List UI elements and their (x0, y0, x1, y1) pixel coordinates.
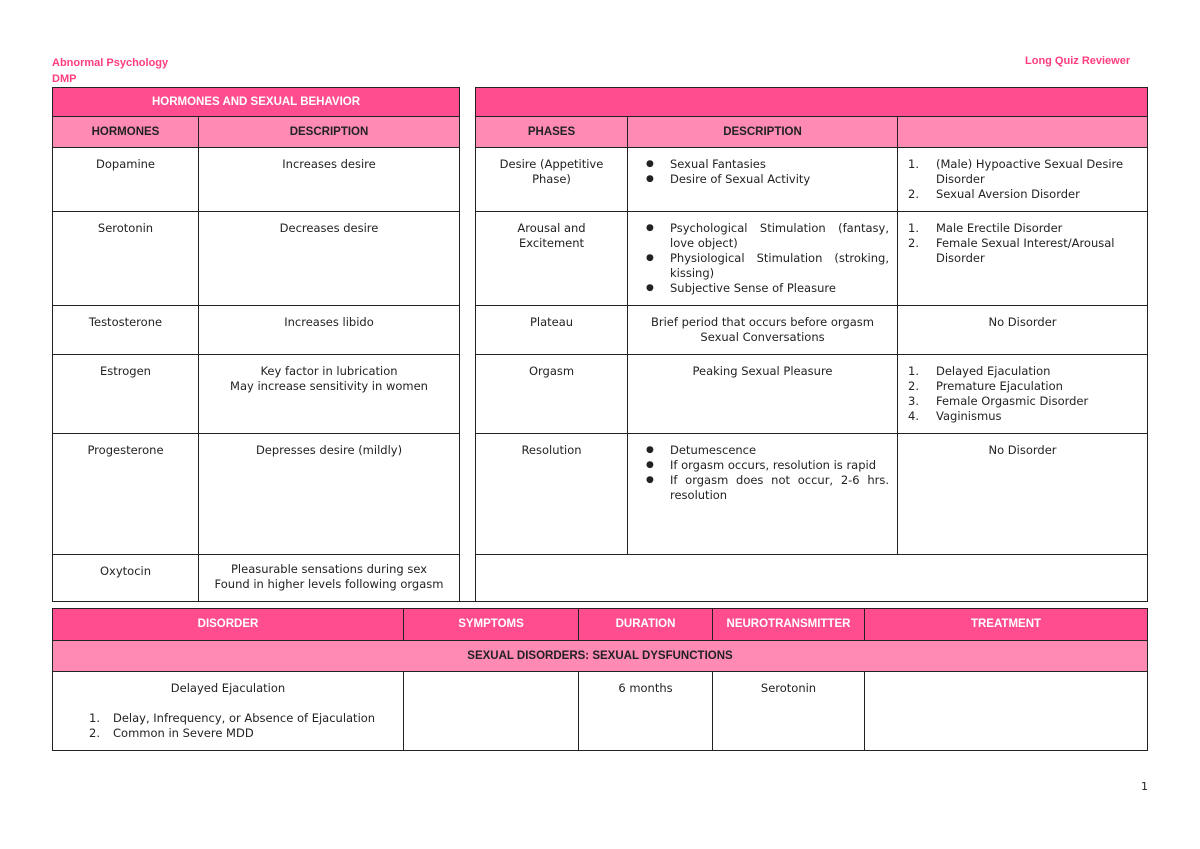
treatment-cell (865, 672, 1148, 751)
table-gap (460, 88, 476, 117)
bullet-item: ● If orgasm does not occur, 2-6 hrs. resolution (636, 473, 889, 503)
bullet-item: ● Sexual Fantasies (636, 157, 889, 172)
disorder-name: Delayed Ejaculation (170, 681, 286, 695)
bullet-item: ● Psychological Stimulation (fantasy, love object) (636, 221, 889, 251)
hormones-table-title: HORMONES AND SEXUAL BEHAVIOR (53, 88, 460, 117)
document-title: Long Quiz Reviewer (1025, 55, 1131, 67)
phase-disorders (898, 148, 1148, 212)
bullet-item: ● Detumescence (636, 443, 889, 458)
col-header-disorders (898, 117, 1148, 148)
list-item: 4. Vaginismus (908, 409, 1002, 423)
list-item: 1. Delayed Ejaculation (908, 364, 1051, 378)
symptoms-cell (404, 672, 579, 751)
phase-name: Resolution (476, 434, 628, 555)
hormone-name: Progesterone (53, 434, 199, 555)
page-number: 1 (1141, 780, 1148, 793)
no-disorder-label: No Disorder (898, 434, 1148, 555)
hormone-name: Dopamine (53, 148, 199, 212)
col-header-hormone-description: DESCRIPTION (199, 117, 460, 148)
phase-description (628, 434, 898, 555)
phase-description: Brief period that occurs before orgasm Sexual Conversations (628, 306, 898, 355)
section-title: SEXUAL DISORDERS: SEXUAL DYSFUNCTIONS (53, 641, 1148, 672)
phase-description: Peaking Sexual Pleasure (628, 355, 898, 434)
col-header-disorder: DISORDER (53, 609, 404, 641)
hormone-description: Key factor in lubrication May increase sensitivity in women (199, 355, 460, 434)
phase-name: Plateau (476, 306, 628, 355)
col-header-hormones: HORMONES (53, 117, 199, 148)
list-item: 1. (Male) Hypoactive Sexual Desire Disorder (908, 157, 1124, 186)
phase-description (628, 148, 898, 212)
hormone-description: Depresses desire (mildly) (199, 434, 460, 555)
list-item: 1. Male Erectile Disorder (908, 221, 1063, 235)
hormone-description: Pleasurable sensations during sex Found in higher levels following orgasm (199, 555, 460, 602)
list-item: 3. Female Orgasmic Disorder (908, 394, 1089, 408)
header-left (52, 55, 168, 87)
bullet-item: ● Physiological Stimulation (stroking, kissing) (636, 251, 889, 281)
hormone-description: Decreases desire (199, 212, 460, 306)
phase-name: Orgasm (476, 355, 628, 434)
course-title: Abnormal Psychology (52, 57, 169, 69)
col-header-symptoms: SYMPTOMS (404, 609, 579, 641)
bullet-item: ● Desire of Sexual Activity (636, 172, 889, 187)
hormone-name: Oxytocin (53, 555, 199, 602)
col-header-phase-description: DESCRIPTION (628, 117, 898, 148)
list-item: 2. Female Sexual Interest/Arousal Disorder (908, 236, 1115, 265)
list-item: 2. Premature Ejaculation (908, 379, 1063, 393)
col-header-treatment: TREATMENT (865, 609, 1148, 641)
hormone-name: Serotonin (53, 212, 199, 306)
hormone-description: Increases libido (199, 306, 460, 355)
list-item: 2. Common in Severe MDD (89, 726, 254, 740)
author-initials: DMP (52, 73, 77, 85)
disorder-table (52, 608, 1148, 751)
phase-name: Desire (Appetitive Phase) (476, 148, 628, 212)
phase-disorders (898, 355, 1148, 434)
disorder-cell (53, 672, 404, 751)
empty-cell (476, 555, 1148, 602)
phase-disorders (898, 212, 1148, 306)
col-header-duration: DURATION (579, 609, 713, 641)
hormones-phases-table (52, 87, 1148, 602)
neurotransmitter-cell: Serotonin (713, 672, 865, 751)
duration-cell: 6 months (579, 672, 713, 751)
phase-name: Arousal and Excitement (476, 212, 628, 306)
bullet-item: ● If orgasm occurs, resolution is rapid (636, 458, 889, 473)
bullet-item: ● Subjective Sense of Pleasure (636, 281, 889, 296)
hormone-name: Testosterone (53, 306, 199, 355)
hormone-description: Increases desire (199, 148, 460, 212)
list-item: 2. Sexual Aversion Disorder (908, 187, 1080, 201)
col-header-neurotransmitter: NEUROTRANSMITTER (713, 609, 865, 641)
no-disorder-label: No Disorder (898, 306, 1148, 355)
phases-table-title (476, 88, 1148, 117)
hormone-name: Estrogen (53, 355, 199, 434)
list-item: 1. Delay, Infrequency, or Absence of Ejaculation (89, 711, 376, 725)
phase-description (628, 212, 898, 306)
col-header-phases: PHASES (476, 117, 628, 148)
